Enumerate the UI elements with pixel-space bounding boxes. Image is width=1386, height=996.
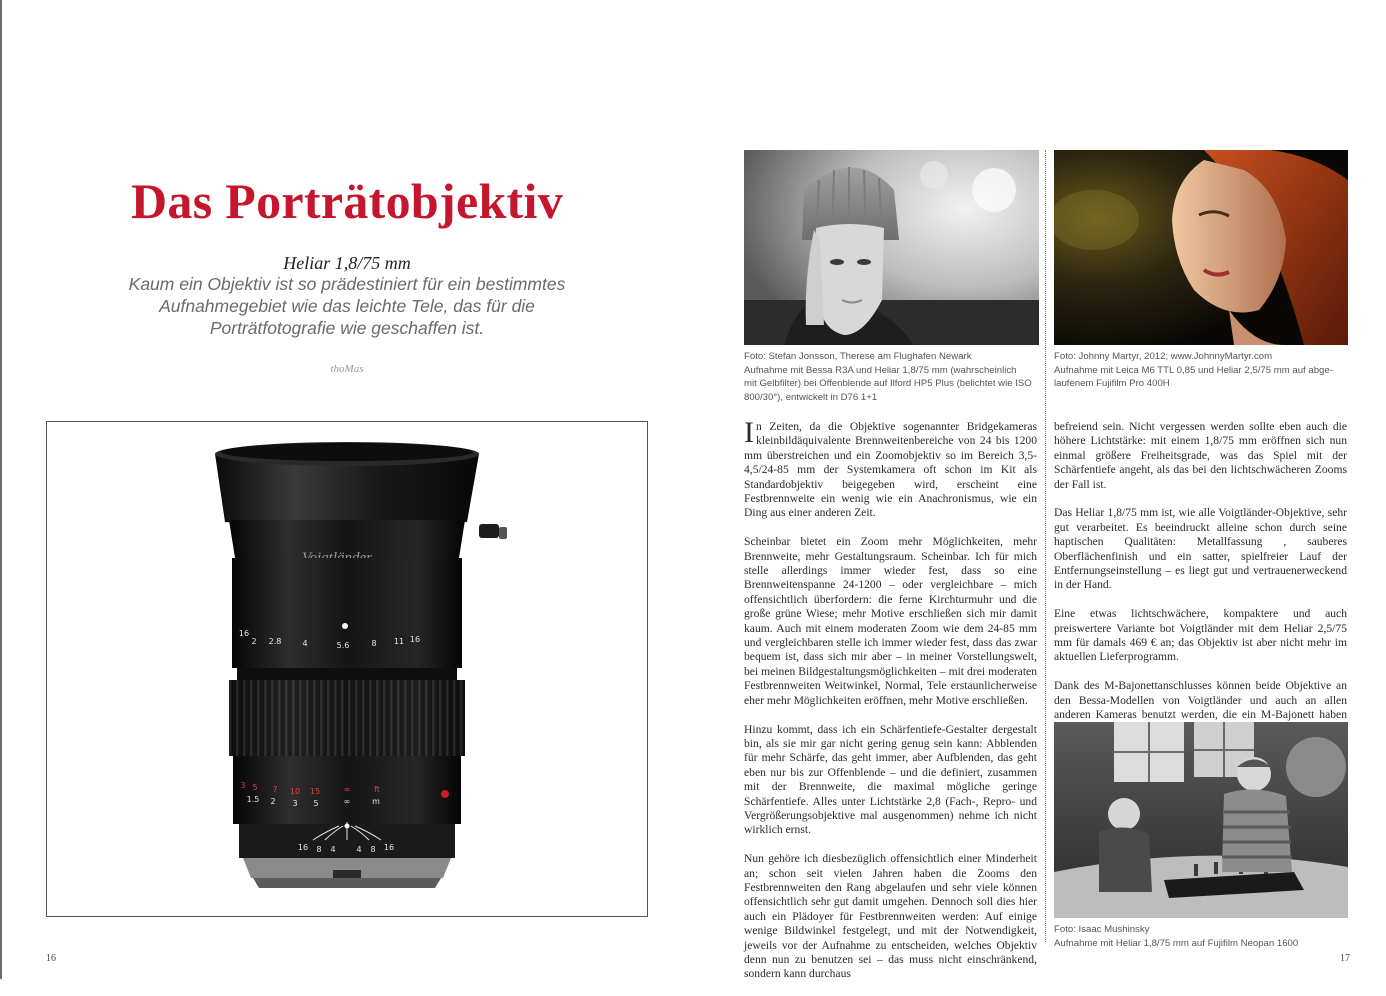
- distance-mark-ft: 15: [309, 787, 321, 796]
- distance-mark-m: 5: [313, 799, 319, 808]
- mount-index-red-dot: [441, 790, 449, 798]
- caption-line: 800/30°), entwickelt in D76 1+1: [744, 391, 878, 403]
- article-lead: Kaum ein Objektiv ist so prädestiniert für ein bestimmtes Aufnahmegebiet wie das leichte Tele, das für die Porträtfotografie wie geschaffen ist.: [128, 274, 566, 338]
- photo-redhead-image: [1054, 150, 1348, 345]
- distance-mark-ft: ∞: [343, 785, 351, 794]
- photo-kids-chess: [1054, 722, 1348, 918]
- distance-mark-ft: 5: [252, 783, 258, 792]
- dof-mark: 16: [383, 843, 395, 852]
- body-paragraph: befreiend sein. Nicht vergessen werden sollte eben auch die höhere Lichtstärke: mit einem 1,8/75 mm eröffnen sich nun einmal größere Freiheitsgrade, was das Spiel mit der Schärfentiefe angeht, als das bei den lichtschwächeren Zooms der Fall ist.: [1054, 420, 1347, 491]
- dof-mark: 4: [330, 845, 336, 854]
- page-number-left: 16: [46, 953, 56, 964]
- dof-mark: 16: [297, 843, 309, 852]
- caption-line: Foto: Stefan Jonsson, Therese am Flughafen Newark: [744, 351, 972, 362]
- distance-mark-m: m: [372, 797, 380, 806]
- distance-mark-ft: 10: [289, 787, 301, 796]
- bayonet-notch: [333, 870, 361, 878]
- caption-line: Aufnahme mit Leica M6 TTL 0,85 und Heliar 2,5/75 mm auf abge-: [1054, 364, 1333, 376]
- aperture-mark: 16: [238, 629, 250, 638]
- caption-line: Aufnahme mit Bessa R3A und Heliar 1,8/75 mm (wahrscheinlich: [744, 364, 1017, 376]
- body-column-left: [744, 416, 1037, 996]
- hood-screw: [479, 524, 499, 538]
- distance-mark-m: 3: [292, 799, 298, 808]
- author-byline: thoMas: [330, 363, 364, 375]
- distance-mark-m: ∞: [343, 797, 351, 806]
- photo-redhead-portrait: [1054, 150, 1348, 345]
- paragraph-text: n Zeiten, da die Objektive sogenannter Bridgekameras kleinbildäquivalente Brennweitenbereiche von 24 bis 1200 mm überstreichen und ein Zoomobjektiv so im Bereich 3,5-4,5/24-85 mm der Systemkamera oft schon im Kit als Standardobjektiv beigegeben wird, erscheint eine Festbrennweite ein wenig wie ein Anachronismus, wie ein Ding aus einer anderen Zeit.: [744, 420, 1037, 520]
- aperture-mark: 11: [393, 637, 405, 646]
- caption-top-right: [1054, 350, 1333, 391]
- aperture-mark: 5.6: [336, 641, 350, 650]
- aperture-mark: 2.8: [268, 637, 282, 646]
- lens-photo-frame: [46, 421, 648, 917]
- page-number-right: 17: [1340, 953, 1350, 964]
- lens-illustration: [47, 422, 647, 916]
- aperture-mark: 16: [409, 635, 421, 644]
- caption-line: mit Gelbfilter) bei Offenblende auf Ilford HP5 Plus (belichtet wie ISO: [744, 378, 1032, 389]
- body-paragraph: Dank des M-Bajonettanschlusses können beide Objektive an den Bessa-Modellen von Voigtländer und auch an allen anderen Kameras benutzt werden, die ein M-Bajonett haben: [1054, 679, 1347, 722]
- body-paragraph: Scheinbar bietet ein Zoom mehr Möglichkeiten, mehr Brennweite, mehr Gestaltungsraum. Scheinbar. Ich für mich stelle allerdings immer wieder fest, dass so eine Brennweitenspanne 24-1200 – oder vergleichbare – mich offensichtlich überfordern: die ferne Kirchturmuhr und die große grüne Wiese; mehr Motive erschließen sich mir damit kaum. Auch mit einem moderaten Zoom wie dem 24-85 mm und vergleichbaren stelle ich immer wieder fest, dass das zwar bequem ist, dass sich mir aber – in meiner Vorstellungswelt, bei meinen Bildgestaltungsmöglichkeiten – mit drei moderaten Festbrennweiten Weitwinkel, Normal, Tele erstaunlicherweise eher mehr Möglichkeiten eröffnen, mehr Motive erschließen.: [744, 535, 1037, 707]
- distance-mark-m: 1.5: [246, 795, 260, 804]
- dof-center-dot: [345, 824, 350, 829]
- caption-bottom-right: [1054, 923, 1298, 950]
- drop-cap: I: [744, 416, 754, 449]
- hood-screw-head: [499, 527, 507, 539]
- aperture-mark: 8: [371, 639, 377, 648]
- body-paragraph: Das Heliar 1,8/75 mm ist, wie alle Voigtländer-Objektive, sehr gut verarbeitet. Es beeindruckt alleine schon durch seine haptischen Qualitäten: Metallfassung , sauberes Oberflächenfinish und ein satter, spielfreier Lauf der Entfernungseinstellung – es liegt gut und vertrauenerweckend in der Hand.: [1054, 506, 1347, 592]
- caption-top-left: [744, 350, 1032, 404]
- bayonet-flange: [253, 878, 441, 888]
- aperture-ring: [232, 558, 462, 668]
- hood-opening: [221, 443, 473, 461]
- caption-line: Aufnahme mit Heliar 1,8/75 mm auf Fujifilm Neopan 1600: [1054, 937, 1299, 949]
- article-subtitle: Heliar 1,8/75 mm: [283, 253, 411, 273]
- dof-mark: 8: [316, 845, 322, 854]
- aperture-index-dot: [342, 623, 348, 629]
- dof-mark: 8: [370, 845, 376, 854]
- photo-kids-chess-image: [1054, 722, 1348, 918]
- photo-woman-beanie-image: [744, 150, 1039, 345]
- article-title: Das Porträtobjektiv: [131, 173, 563, 229]
- distance-mark-ft: ft: [374, 785, 380, 794]
- caption-line: laufenem Fujifilm Pro 400H: [1054, 378, 1170, 389]
- body-column-right: [1054, 420, 1347, 766]
- focus-ring-shade: [229, 680, 465, 756]
- distance-mark-m: 2: [270, 797, 276, 806]
- aperture-mark: 4: [302, 639, 308, 648]
- caption-line: Foto: Johnny Martyr, 2012; www.JohnnyMartyr.com: [1054, 351, 1273, 362]
- body-paragraph: [744, 416, 1037, 521]
- left-page: [0, 0, 690, 979]
- dof-mark: 4: [356, 845, 362, 854]
- body-paragraph: Nun gehöre ich diesbezüglich offensichtlich einer Minderheit an; schon seit vielen Jahren haben die Zooms den Festbrennweiten den Rang abgelaufen und sehr viele können offensichtlich sehr gut damit umgehen. Dennoch soll dies hier auch ein Plädoyer für Festbrennweiten werden: Auf einige wenige Bildwinkel festgelegt, und mit der Notwendigkeit, jeweils vor der Aufnahme zu entscheiden, welches Objektiv denn nun zu benutzen sei – das muss nicht einschränkend, sondern kann durchaus: [744, 852, 1037, 981]
- distance-mark-ft: 7: [272, 785, 278, 794]
- photo-woman-beanie: [744, 150, 1039, 345]
- barrel-step: [237, 668, 457, 680]
- aperture-mark: 2: [251, 637, 257, 646]
- distance-mark-ft: 3: [240, 781, 246, 790]
- right-page: [690, 0, 1386, 979]
- body-paragraph: Hinzu kommt, dass ich ein Schärfentiefe-Gestalter dergestalt bin, als sie mir gar nicht gering genug sein kann: Abblenden für mehr Schärfe, das geht immer, aber Aufblenden, das geht eben nur bis zur Offenblende – und die definiert, zusammen mit der Brennweite, die maximal mögliche geringe Schärfentiefe. Alles unter Lichtstärke 2,8 (Fach-, Repro- und Vergrößerungsobjektive mal ausgenommen) nehme ich nicht wirklich ernst.: [744, 722, 1037, 837]
- column-divider: [1045, 150, 1046, 942]
- body-paragraph: Eine etwas lichtschwächere, kompaktere und auch preiswertere Variante bot Voigtländer mit dem Heliar 2,5/75 mm für damals 469 € an; das Objektiv ist aber nicht mehr im aktuellen Lieferprogramm.: [1054, 607, 1347, 664]
- caption-line: Foto: Isaac Mushinsky: [1054, 924, 1150, 935]
